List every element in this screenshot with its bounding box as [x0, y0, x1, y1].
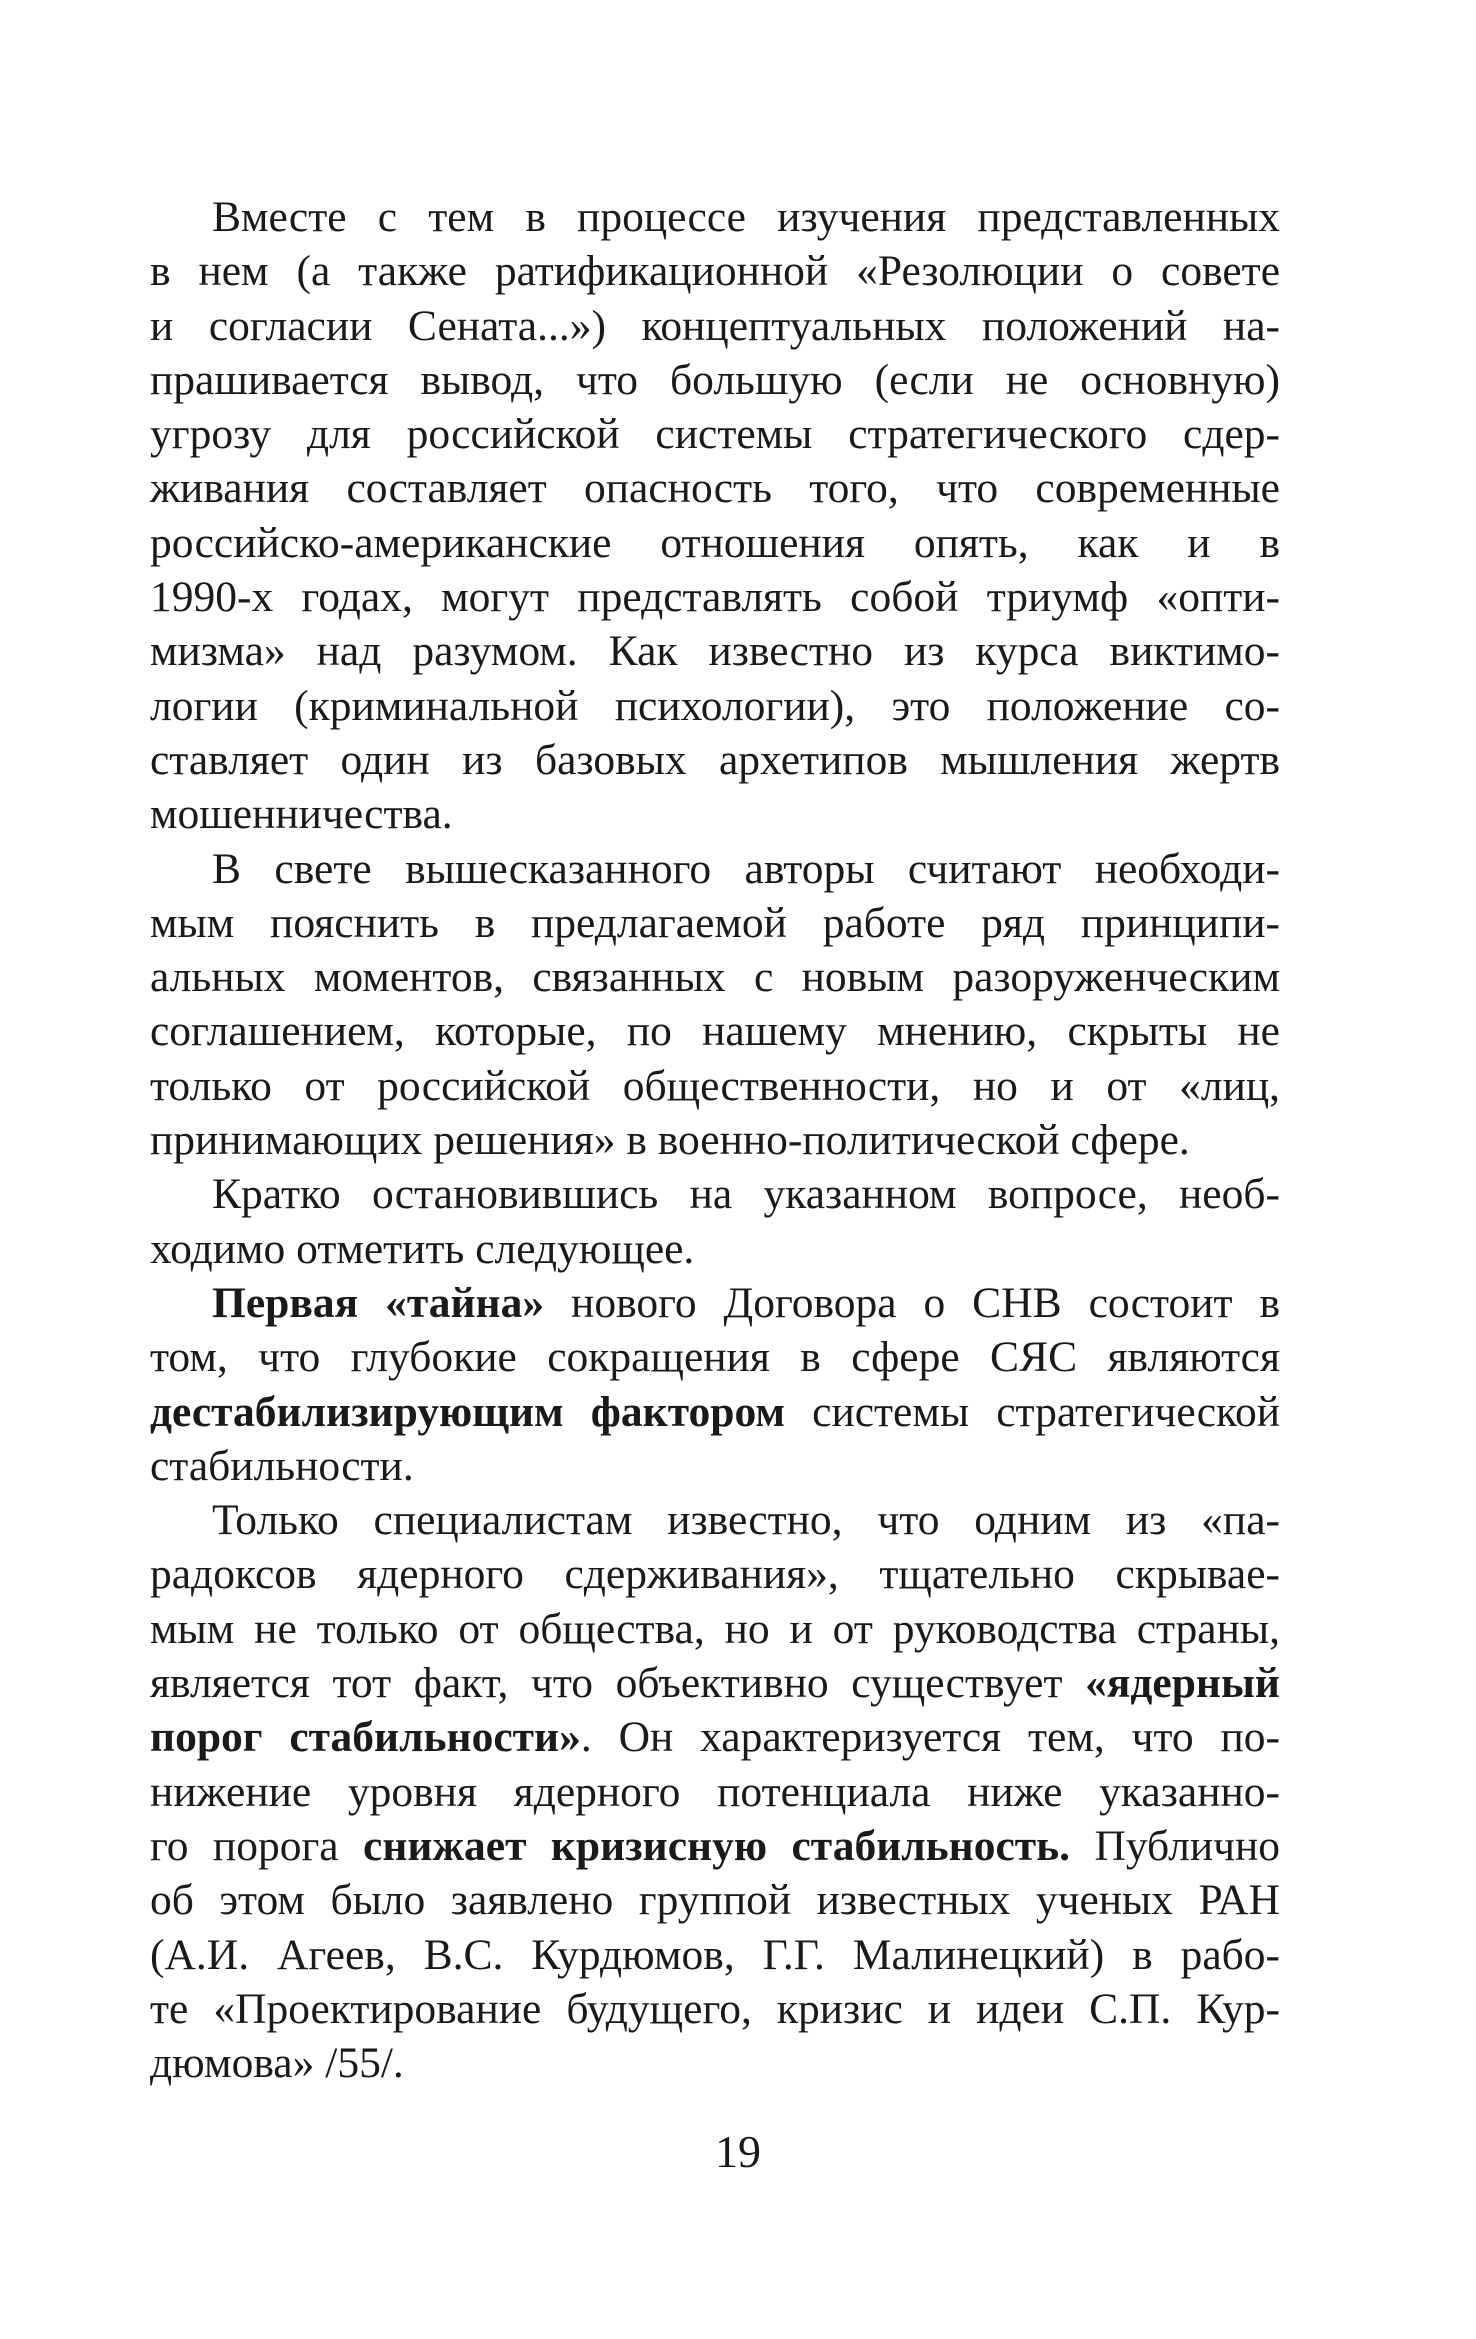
text-line — [150, 1004, 1280, 1058]
text-line — [150, 353, 1280, 407]
text-line — [150, 1167, 1280, 1221]
text-run: Только специалистам известно, что одним из «па- — [212, 1496, 1280, 1545]
text-run: стабильности. — [150, 1441, 414, 1490]
text-line — [150, 1113, 1280, 1167]
text-run: угрозу для российской системы стратегического сдер- — [150, 410, 1280, 459]
text-line — [150, 624, 1280, 678]
text-line — [150, 787, 1280, 841]
text-line — [150, 244, 1280, 298]
text-line — [150, 1385, 1280, 1439]
text-line — [150, 1330, 1280, 1384]
text-line — [150, 1982, 1280, 2036]
text-run: ставляет один из базовых архетипов мышления жертв — [150, 735, 1280, 784]
text-line — [150, 2036, 1280, 2090]
text-run: об этом было заявлено группой известных ученых РАН — [150, 1876, 1280, 1925]
text-run: Публично — [1070, 1821, 1280, 1870]
text-line — [150, 1656, 1280, 1710]
paragraph — [150, 190, 1280, 842]
text-line — [150, 1928, 1280, 1982]
text-line — [150, 299, 1280, 353]
text-run: . Он характеризуется тем, что по- — [580, 1713, 1280, 1762]
text-run: дюмова» /55/. — [150, 2039, 404, 2088]
text-line — [150, 733, 1280, 787]
text-run: только от российской общественности, но и от «лиц, — [150, 1061, 1280, 1110]
text-line — [150, 461, 1280, 515]
text-line — [150, 1710, 1280, 1764]
text-run: логии (криминальной психологии), это положение со- — [150, 681, 1280, 730]
paragraph — [150, 1167, 1280, 1276]
text-line — [150, 679, 1280, 733]
page-number: 19 — [715, 2126, 761, 2177]
text-line — [150, 950, 1280, 1004]
text-run: мизма» над разумом. Как известно из курса виктимо- — [150, 627, 1280, 676]
text-line — [150, 570, 1280, 624]
bold-text: «ядерный — [1085, 1659, 1280, 1708]
text-line — [150, 1873, 1280, 1927]
paragraph — [150, 1493, 1280, 2090]
bold-text: Первая «тайна» — [212, 1278, 545, 1327]
text-line — [150, 1276, 1280, 1330]
text-run: (А.И. Агеев, В.С. Курдюмов, Г.Г. Малинецкий) в рабо- — [150, 1930, 1280, 1979]
text-line — [150, 1602, 1280, 1656]
text-run: 1990-х годах, могут представлять собой триумф «опти- — [150, 573, 1280, 622]
text-line — [150, 842, 1280, 896]
text-run: российско-американские отношения опять, как и в — [150, 518, 1280, 567]
text-run: те «Проектирование будущего, кризис и идеи С.П. Кур- — [150, 1984, 1280, 2033]
text-line — [150, 1222, 1280, 1276]
text-run: соглашением, которые, по нашему мнению, скрыты не — [150, 1007, 1280, 1056]
text-run: радоксов ядерного сдерживания», тщательно скрывае- — [150, 1550, 1280, 1599]
text-run: нового Договора о СНВ состоит в — [544, 1278, 1280, 1327]
text-run: го порога — [150, 1821, 364, 1870]
text-run: и согласии Сената...») концептуальных положений на- — [150, 301, 1280, 350]
text-run: Вместе с тем в процессе изучения представленных — [212, 193, 1280, 241]
text-line — [150, 407, 1280, 461]
text-line — [150, 896, 1280, 950]
text-run: альных моментов, связанных с новым разоруженческим — [150, 953, 1280, 1002]
text-run: является тот факт, что объективно существует — [150, 1659, 1086, 1708]
bold-text: снижает кризисную стабильность. — [363, 1821, 1071, 1870]
text-run: ходимо отметить следующее. — [150, 1224, 695, 1273]
text-line — [150, 1493, 1280, 1547]
text-run: мым не только от общества, но и от руководства страны, — [150, 1604, 1280, 1653]
text-run: системы стратегической — [785, 1387, 1280, 1436]
text-line — [150, 1819, 1280, 1873]
paragraph — [150, 842, 1280, 1168]
text-line — [150, 190, 1280, 244]
text-run: мым пояснить в предлагаемой работе ряд принципи- — [150, 898, 1280, 947]
text-run: принимающих решения» в военно-политической сфере. — [150, 1116, 1190, 1165]
text-run: в нем (а также ратификационной «Резолюции о совете — [150, 247, 1280, 296]
bold-text: дестабилизирующим фактором — [150, 1387, 785, 1436]
text-run: В свете вышесказанного авторы считают необходи- — [212, 844, 1280, 893]
text-line — [150, 1439, 1280, 1493]
text-run: том, что глубокие сокращения в сфере СЯС являются — [150, 1333, 1280, 1382]
text-line — [150, 1547, 1280, 1601]
text-line — [150, 516, 1280, 570]
text-line — [150, 1765, 1280, 1819]
text-line — [150, 1059, 1280, 1113]
bold-text: порог стабильности» — [150, 1713, 581, 1762]
text-run: нижение уровня ядерного потенциала ниже указанно- — [150, 1767, 1280, 1816]
page-body — [150, 190, 1280, 2090]
paragraph — [150, 1276, 1280, 1493]
text-run: мошенничества. — [150, 790, 453, 839]
text-run: прашивается вывод, что большую (если не основную) — [150, 355, 1280, 404]
text-run: Кратко остановившись на указанном вопросе, необ- — [212, 1170, 1280, 1219]
text-run: живания составляет опасность того, что современные — [150, 464, 1280, 513]
